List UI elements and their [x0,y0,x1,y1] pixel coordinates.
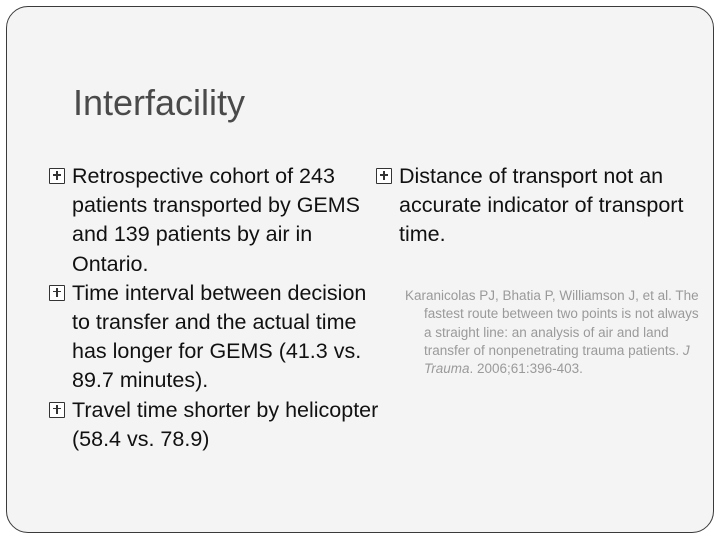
square-plus-icon [49,285,65,301]
left-bullet-list [49,162,379,454]
bullet-item [49,162,379,279]
bullet-text: Retrospective cohort of 243 patients transported by GEMS and 139 patients by air in Ontario. [72,164,361,276]
bullet-item [49,396,379,454]
reference-journal: J Trauma [424,342,690,377]
right-bullet-list [376,162,696,250]
bullet-item [49,279,379,396]
bullet-text: Travel time shorter by helicopter (58.4 vs. 78.9) [72,397,379,451]
bullet-text: Time interval between decision to transfer and the actual time has longer for GEMS (41.3 vs. 89.7 minutes). [72,280,367,393]
slide-frame [6,6,714,533]
square-plus-icon [49,402,65,418]
bullet-item [376,162,696,250]
bullet-text: Distance of transport not an accurate indicator of transport time. [399,164,684,247]
slide-title: Interfacility [73,82,246,123]
square-plus-icon [376,168,392,184]
reference-text: Karanicolas PJ, Bhatia P, Williamson J, et al. The fastest route between two points is not always a straight line: an analysis of air and land transfer of nonpenetrating trauma patients. [405,288,699,358]
square-plus-icon [49,168,65,184]
reference-citation [405,287,706,378]
reference-citation-details: . 2006;61:396-403. [469,361,583,377]
